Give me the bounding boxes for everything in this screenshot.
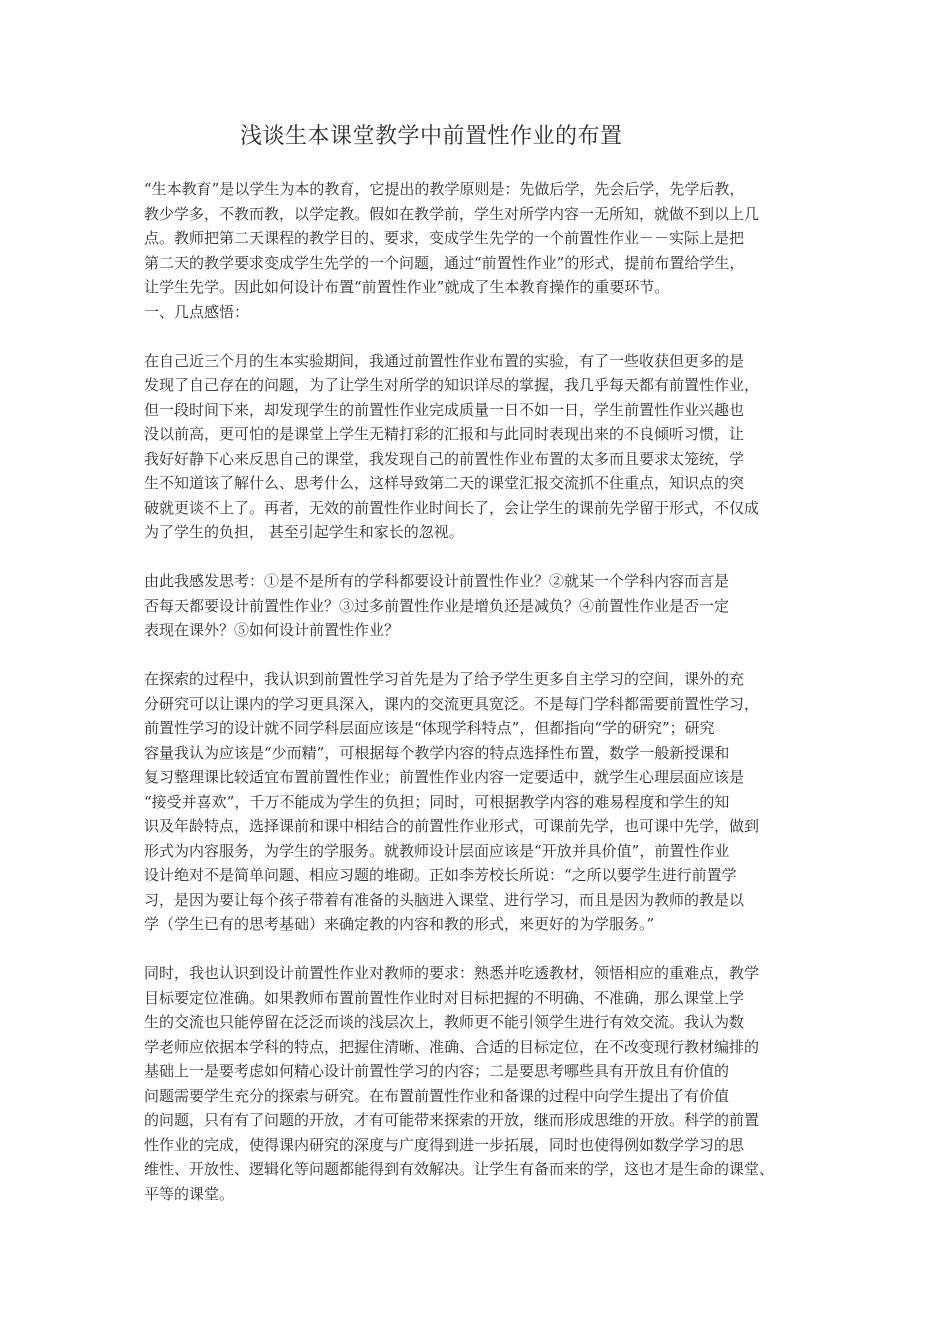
document-body	[144, 177, 818, 1206]
text-line: 由此我感发思考：①是不是所有的学科都要设计前置性作业？②就某一个学科内容而言是	[144, 572, 730, 590]
text-line: 分研究可以让课内的学习更具深入，课内的交流更具宽泛。不是每门学科都需要前置性学习，	[144, 694, 760, 713]
text-line: “生本教育”是以学生为本的教育，它提出的教学原则是：先做后学，先会后学，先学后教，	[144, 180, 745, 198]
paragraph-2	[144, 569, 818, 643]
text-line: 生不知道该了解什么、思考什么，这样导致第二天的课堂汇报交流抓不住重点，知识点的突	[144, 474, 745, 492]
text-line: 点。教师把第二天课程的教学目的、要求，变成学生先学的一个前置性作业－－实际上是把	[144, 229, 745, 247]
text-line: 表现在课外？⑤如何设计前置性作业？	[144, 621, 400, 639]
paragraph-3	[144, 667, 818, 937]
text-line: 发现了自己存在的问题，为了让学生对所学的知识详尽的掌握，我几乎每天都有前置性作业，	[144, 376, 760, 394]
text-line: 基础上一是要考虑如何精心设计前置性学习的内容；二是要思考哪些具有开放且有价值的	[144, 1062, 730, 1080]
text-line: 问题需要学生充分的探索与研究。在布置前置性作业和备课的过程中向学生提出了有价值	[144, 1086, 730, 1105]
text-line: 但一段时间下来，却发现学生的前置性作业完成质量一日不如一日，学生前置性作业兴趣也	[144, 400, 745, 419]
text-line: 让学生先学。因此如何设计布置“前置性作业”就成了生本教育操作的重要环节。	[144, 278, 670, 296]
text-line: 破就更谈不上了。再者，无效的前置性作业时间长了，会让学生的课前先学留于形式，不仅成	[144, 498, 760, 517]
text-line: 识及年龄特点，选择课前和课中相结合的前置性作业形式，可课前先学，也可课中先学，做到	[144, 817, 760, 835]
text-line: 平等的课堂。	[144, 1184, 235, 1203]
intro-paragraph	[144, 177, 818, 300]
text-line: 容量我认为应该是“少而精”，可根据每个教学内容的特点选择性布置，数学一般新授课和	[144, 743, 730, 762]
text-line: 学老师应依据本学科的特点，把握住清晰、准确、合适的目标定位，在不改变现行教材编排的	[144, 1037, 760, 1056]
text-line: 同时，我也认识到设计前置性作业对教师的要求：熟悉并吃透教材，领悟相应的重难点，教学	[144, 964, 760, 982]
text-line: 设计绝对不是简单问题、相应习题的堆砌。正如李芳校长所说：“之所以要学生进行前置学	[144, 866, 737, 884]
paragraph-spacer	[144, 937, 818, 962]
text-line: 学（学生已有的思考基础）来确定教的内容和教的形式，来更好的为学服务。”	[144, 915, 655, 933]
paragraph-4	[144, 961, 818, 1206]
text-line: 性作业的完成，使得课内研究的深度与广度得到进一步拓展，同时也使得例如数学学习的思	[144, 1135, 745, 1154]
paragraph-spacer	[144, 643, 818, 668]
text-line: 形式为内容服务，为学生的学服务。就教师设计层面应该是“开放并具价值”，前置性作业	[144, 841, 730, 860]
text-line: 复习整理课比较适宜布置前置性作业；前置性作业内容一定要适中，就学生心理层面应该是	[144, 768, 745, 786]
text-line: 生的交流也只能停留在泛泛而谈的浅层次上，教师更不能引领学生进行有效交流。我认为数	[144, 1013, 745, 1031]
text-line: 没以前高，更可怕的是课堂上学生无精打彩的汇报和与此同时表现出来的不良倾听习惯，让	[144, 425, 745, 443]
paragraph-spacer	[144, 545, 818, 570]
paragraph-spacer	[144, 324, 818, 349]
text-line: 目标要定位准确。如果教师布置前置性作业时对目标把握的不明确、不准确，那么课堂上学	[144, 988, 745, 1007]
text-line: 否每天都要设计前置性作业？③过多前置性作业是增负还是减负？④前置性作业是否一定	[144, 596, 730, 615]
text-line: 在自己近三个月的生本实验期间，我通过前置性作业布置的实验，有了一些收获但更多的是	[144, 351, 745, 370]
text-line: 教少学多，不教而教，以学定教。假如在教学前，学生对所学内容一无所知，就做不到以上几	[144, 204, 760, 223]
text-line: 维性、开放性、逻辑化等问题都能得到有效解决。让学生有备而来的学，这也才是生命的课堂、	[144, 1160, 775, 1178]
text-line: “接受并喜欢”，千万不能成为学生的负担；同时，可根据教学内容的难易程度和学生的知	[144, 792, 730, 811]
text-line: 的问题，只有有了问题的开放，才有可能带来探索的开放，继而形成思维的开放。科学的前置	[144, 1111, 760, 1129]
text-line: 我好好静下心来反思自己的课堂，我发现自己的前置性作业布置的太多而且要求太笼统，学	[144, 449, 745, 468]
text-line: 前置性学习的设计就不同学科层面应该是“体现学科特点”，但都指向“学的研究”；研究	[144, 719, 715, 737]
text-line: 习，是因为要让每个孩子带着有准备的头脑进入课堂、进行学习，而且是因为教师的教是以	[144, 890, 745, 909]
document-title: 浅谈生本课堂教学中前置性作业的布置	[240, 124, 623, 149]
paragraph-1	[144, 349, 818, 545]
text-line: 为了学生的负担， 甚至引起学生和家长的忽视。	[144, 523, 464, 541]
section-heading: 一、几点感悟：	[144, 302, 250, 321]
text-line: 第二天的教学要求变成学生先学的一个问题，通过“前置性作业”的形式，提前布置给学生，	[144, 253, 745, 272]
text-line: 在探索的过程中，我认识到前置性学习首先是为了给予学生更多自主学习的空间，课外的充	[144, 670, 745, 688]
